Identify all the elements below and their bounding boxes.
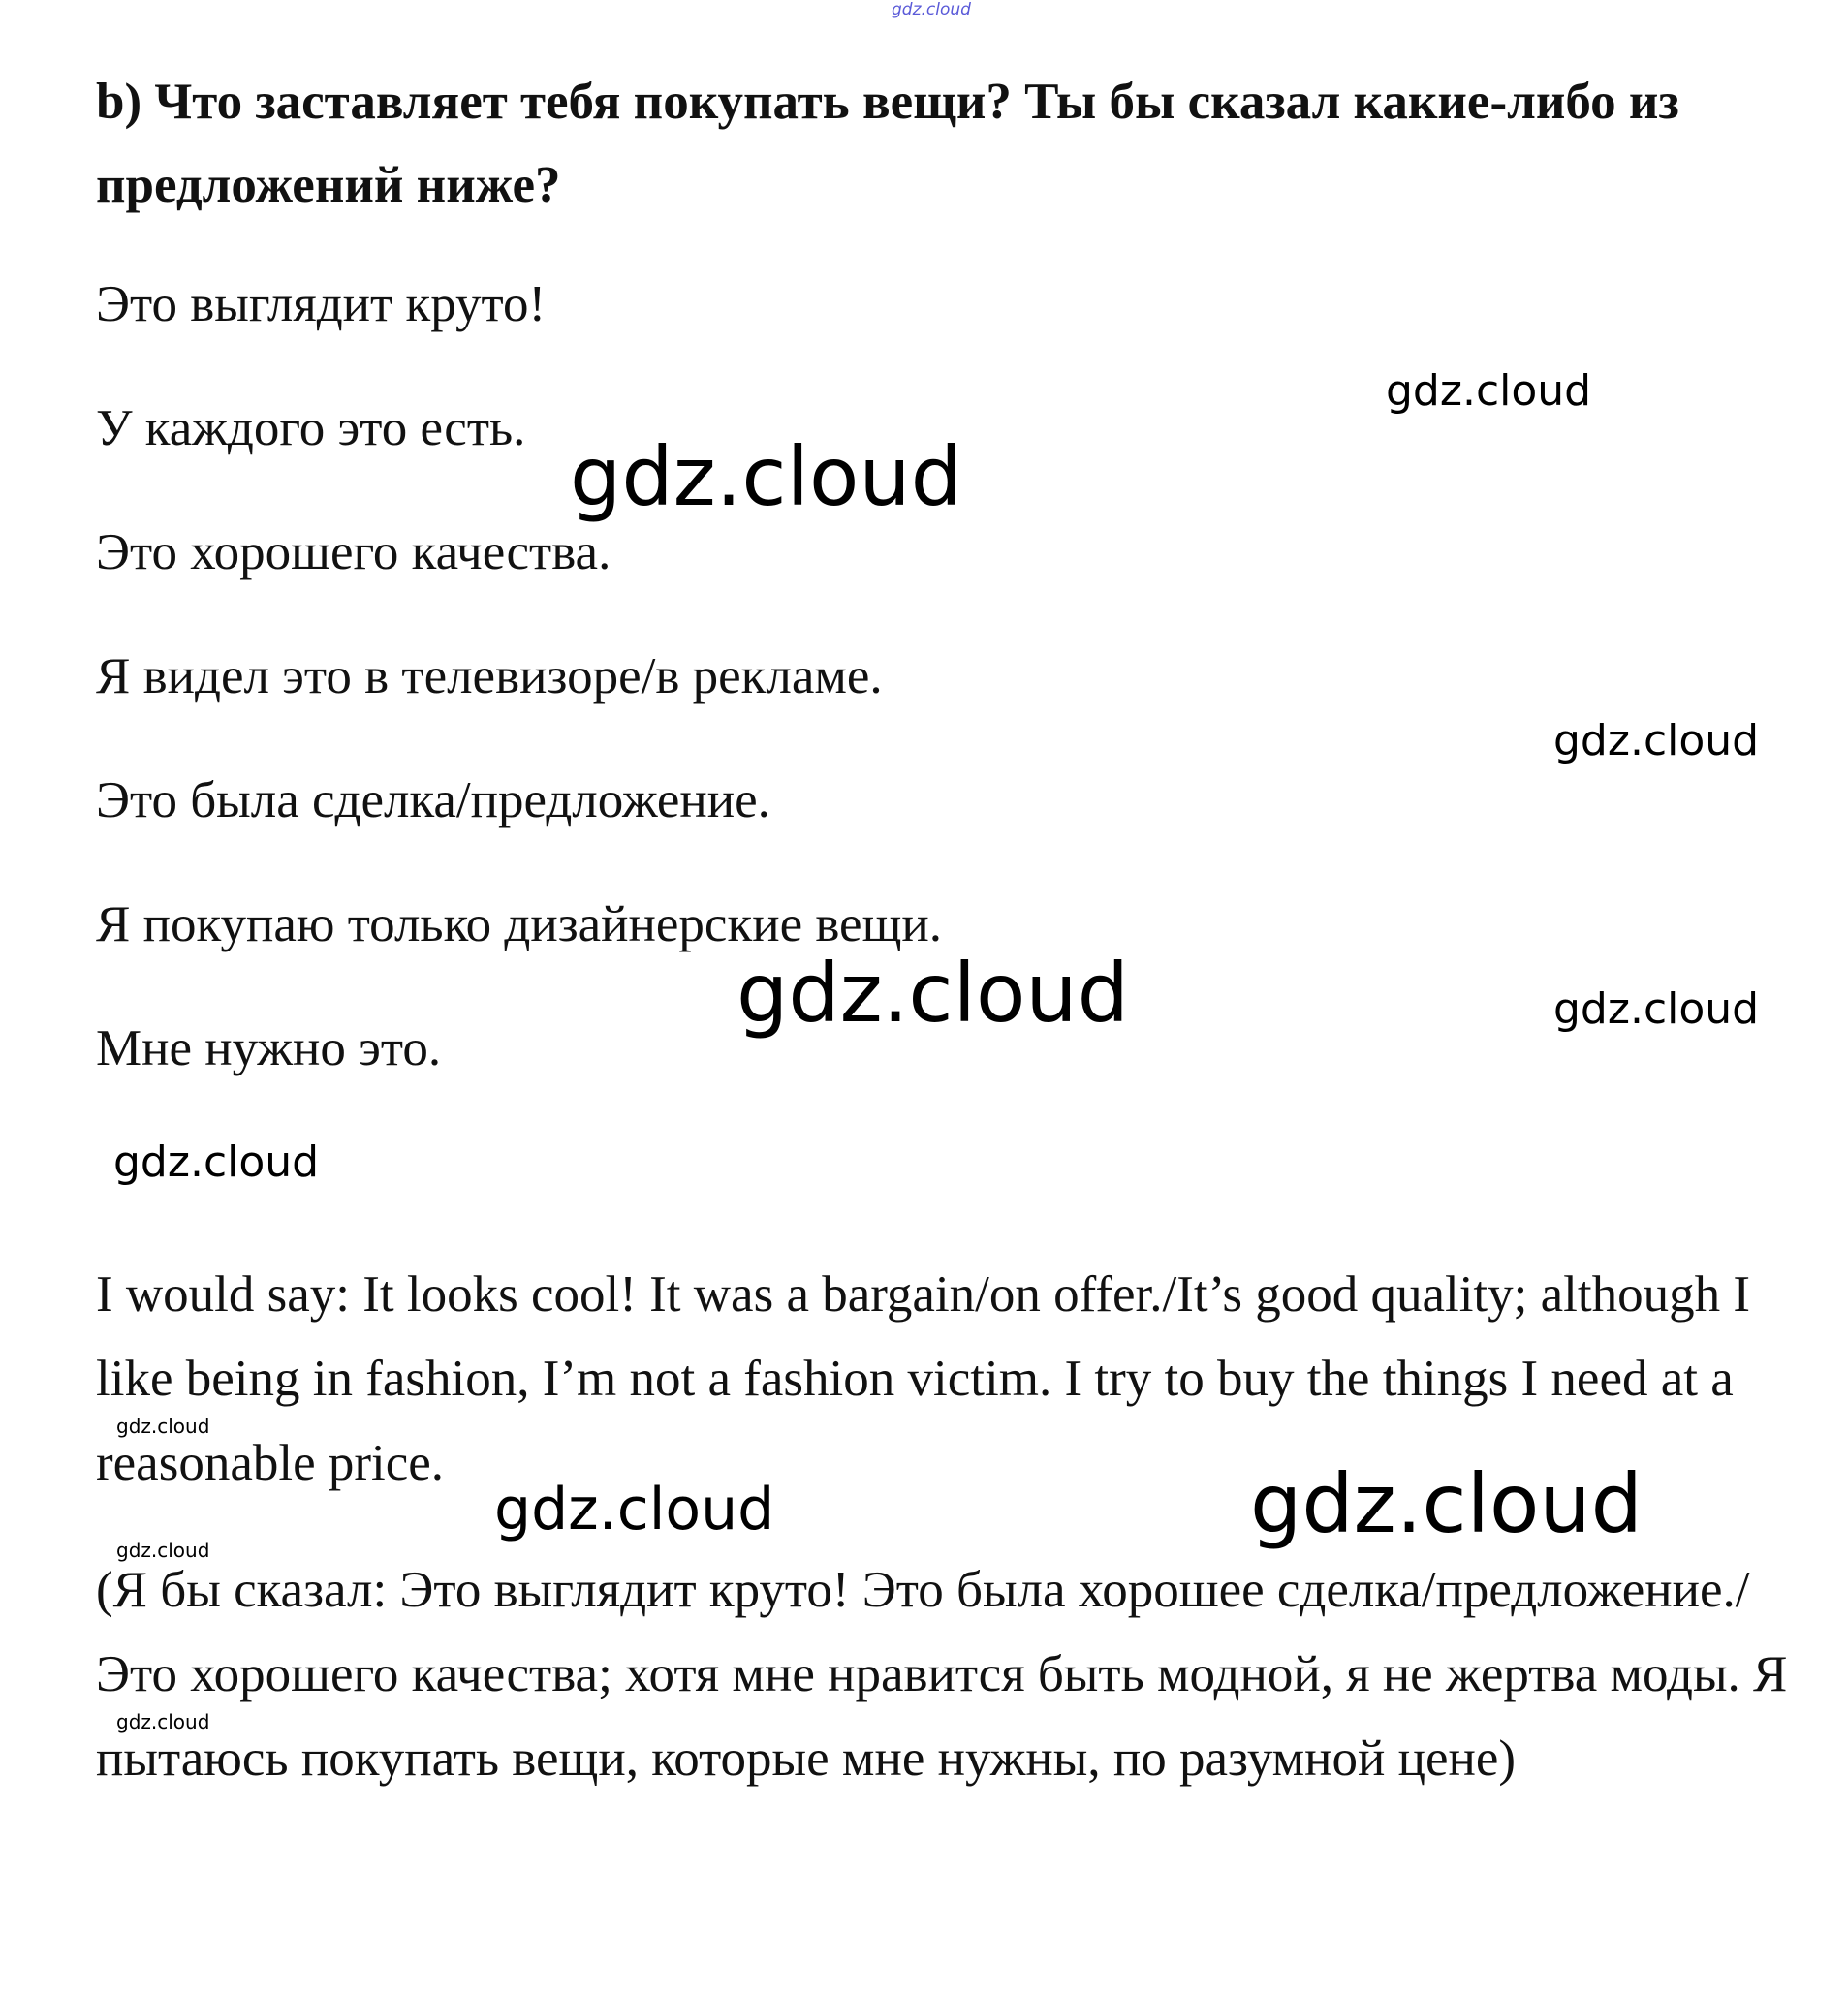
watermark: gdz.cloud — [1250, 1456, 1643, 1551]
answer-english: I would say: It looks cool! It was a bargain/on offer./It’s good quality; although I like being in fashion, I’m not a fashion victim. I try to buy the things I need at a reasonable price. — [96, 1266, 1750, 1491]
answer-russian: (Я бы сказал: Это выглядит круто! Это была хорошее сделка/предложение./Это хорошего качества; хотя мне нравится быть модной, я не жертва моды. Я пытаюсь покупать вещи, которые мне нужны, по разумной цене) — [96, 1562, 1788, 1787]
watermark: gdz.cloud — [116, 1710, 210, 1733]
watermark: gdz.cloud — [1386, 366, 1592, 416]
watermark: gdz.cloud — [116, 1415, 210, 1438]
statement-item: Я видел это в телевизоре/в рекламе. — [96, 648, 883, 704]
watermark-top: gdz.cloud — [892, 0, 971, 19]
statement-item: У каждого это есть. — [96, 400, 526, 456]
watermark: gdz.cloud — [113, 1138, 320, 1187]
statement-item: Мне нужно это. — [96, 1020, 442, 1076]
question-heading: b) Что заставляет тебя покупать вещи? Ты бы сказал какие-либо из предложений ниже? — [96, 74, 1679, 213]
statement-item: Это была сделка/предложение. — [96, 772, 770, 828]
watermark: gdz.cloud — [1553, 716, 1760, 765]
watermark: gdz.cloud — [570, 429, 962, 524]
watermark: gdz.cloud — [736, 946, 1129, 1041]
statement-item: Это хорошего качества. — [96, 524, 611, 580]
statement-item: Я покупаю только дизайнерские вещи. — [96, 896, 942, 952]
watermark: gdz.cloud — [116, 1539, 210, 1562]
statement-item: Это выглядит круто! — [96, 276, 547, 332]
watermark: gdz.cloud — [494, 1476, 775, 1543]
watermark: gdz.cloud — [1553, 984, 1760, 1034]
